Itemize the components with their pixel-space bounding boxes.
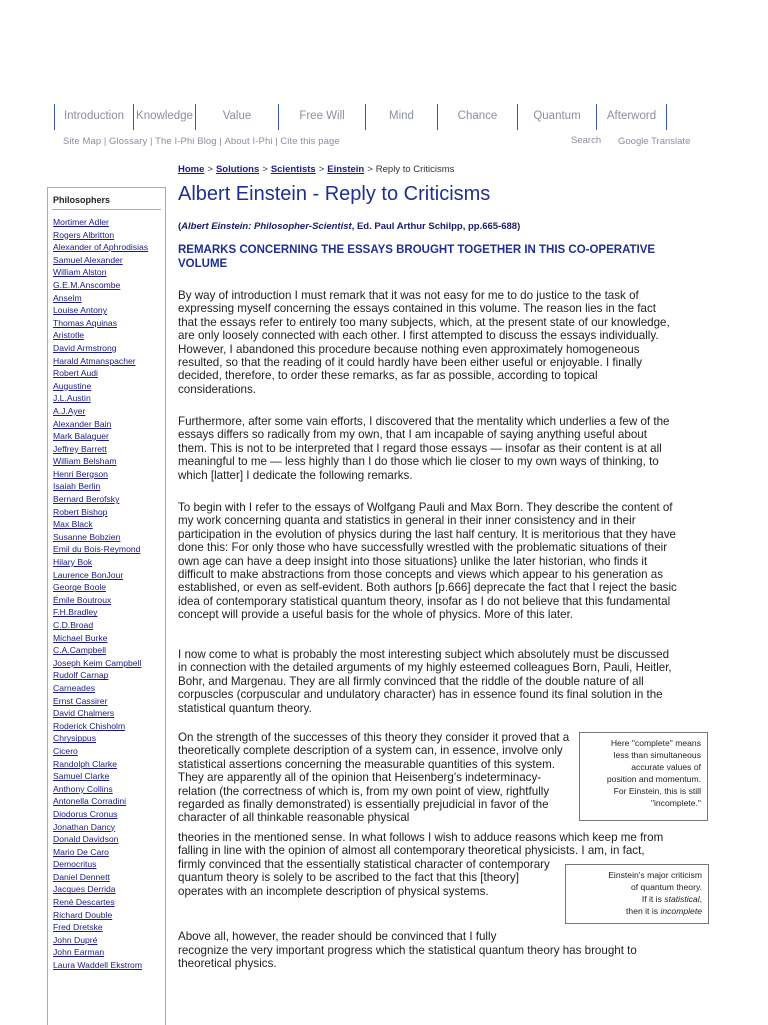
philosopher-link[interactable]: Randolph Clarke xyxy=(53,758,118,769)
philosopher-link[interactable]: Mortimer Adler xyxy=(53,217,109,227)
note-line: less than simultaneous xyxy=(613,750,701,760)
philosopher-link[interactable]: Daniel Dennett xyxy=(53,871,110,882)
nav-free-will[interactable]: Free Will xyxy=(278,104,365,130)
margin-note-complete xyxy=(579,732,708,821)
philosopher-list xyxy=(48,216,165,972)
sidebar-item xyxy=(53,808,165,821)
philosopher-link[interactable]: Aristotle xyxy=(53,330,85,341)
sidebar-item xyxy=(53,518,165,531)
philosopher-link[interactable]: A.J.Ayer xyxy=(53,405,86,416)
philosopher-link[interactable]: Robert Bishop xyxy=(53,506,108,517)
sidebar-item xyxy=(53,455,165,468)
search-link[interactable]: Search xyxy=(571,135,602,146)
sidebar-item xyxy=(53,304,165,317)
philosopher-link[interactable]: Carneades xyxy=(53,682,96,693)
philosopher-link[interactable]: Jonathan Dancy xyxy=(53,821,116,832)
breadcrumb-current: Reply to Criticisms xyxy=(375,164,455,175)
sidebar-item xyxy=(53,833,165,846)
blog-link[interactable]: The I-Phi Blog xyxy=(155,136,217,147)
paragraph-4: I now come to what is probably the most interesting subject which absolutely must be discussed in connection with the detailed arguments of my highly esteemed colleagues Born, Pauli, Heitler, Bohr, and Margenau. They are all firmly convinced that the riddle of the double nature of all corpuscles (corpuscular and undulatory character) has in essence found its final solution in the statistical quantum theory. xyxy=(178,648,672,715)
sidebar-item xyxy=(53,279,165,292)
paragraph-3: To begin with I refer to the essays of Wolfgang Pauli and Max Born. They describe the content of my work concerning quanta and statistics in general in their inner consistency and in their participation in the evolution of physics during the last half century. It is meritorious that they have done this: For only those who have successfully wrestled with the problematic situations of their own age can have a deep insight into those situations} unlike the later historian, who finds it difficult to make abstractions from those concepts and views which appear to his generation as established, or even as self-evident. Both authors [p.666] deprecate the fact that I reject the basic idea of contemporary statistical quantum theory, insofar as I do not believe that this fundamental concept will provide a useful basis for the whole of physics. More of this later. xyxy=(178,501,677,622)
note-line: of quantum theory. xyxy=(630,882,702,892)
sidebar-item xyxy=(53,342,165,355)
philosopher-link[interactable]: Louise Antony xyxy=(53,305,107,316)
philosopher-link[interactable]: G.E.M.Anscombe xyxy=(53,279,121,290)
sidebar-item xyxy=(53,405,165,418)
philosopher-link[interactable]: Joseph Keim Campbell xyxy=(53,657,142,668)
site-map-link[interactable]: Site Map xyxy=(63,136,102,147)
sidebar-item xyxy=(53,707,165,720)
paragraph-5-part-3: firmly convinced that the essentially statistical character of contemporary quantum theory is solely to be ascribed to the fact that this [theory] operates with an incomplete description of physical systems. xyxy=(178,858,550,898)
philosopher-link[interactable]: Roderick Chisholm xyxy=(53,720,126,731)
sidebar-item xyxy=(53,632,165,645)
philosopher-link[interactable]: Augustine xyxy=(53,380,92,391)
sidebar-divider xyxy=(52,209,161,210)
breadcrumb-einstein[interactable]: Einstein xyxy=(327,164,365,175)
nav-knowledge[interactable]: Knowledge xyxy=(133,104,195,130)
note-line: then it is incomplete xyxy=(626,906,702,916)
philosopher-link[interactable]: C.A.Campbell xyxy=(53,645,107,656)
sub-nav: Site Map | Glossary | The I-Phi Blog | About I-Phi | Cite this page xyxy=(63,136,340,147)
philosopher-link[interactable]: Chrysippus xyxy=(53,733,96,744)
philosopher-link[interactable]: Robert Audi xyxy=(53,368,98,379)
philosopher-link[interactable]: Jacques Derrida xyxy=(53,884,116,895)
nav-value[interactable]: Value xyxy=(195,104,278,130)
sidebar-item xyxy=(53,317,165,330)
philosopher-link[interactable]: Laurence BonJour xyxy=(53,569,124,580)
sidebar-item xyxy=(53,430,165,443)
sidebar-item xyxy=(53,367,165,380)
philosopher-link[interactable]: Susanne Bobzien xyxy=(53,531,121,542)
citation-open: ( xyxy=(178,221,182,232)
sidebar-item xyxy=(53,644,165,657)
philosopher-link[interactable]: George Boole xyxy=(53,582,107,593)
breadcrumb-home[interactable]: Home xyxy=(178,164,205,175)
philosopher-link[interactable]: Émile Boutroux xyxy=(53,594,112,605)
sidebar-item xyxy=(53,909,165,922)
nav-mind[interactable]: Mind xyxy=(365,104,437,130)
citation-work: Albert Einstein: Philosopher-Scientist xyxy=(181,221,352,232)
philosopher-link[interactable]: Diodorus Cronus xyxy=(53,808,118,819)
sidebar-title: Philosophers xyxy=(53,195,111,205)
paragraph-6-part-1: Above all, however, the reader should be convinced that I fully xyxy=(178,930,497,943)
philosopher-link[interactable]: C.D.Broad xyxy=(53,620,94,630)
sidebar-item xyxy=(53,783,165,796)
sidebar-item xyxy=(53,758,165,771)
about-link[interactable]: About I-Phi xyxy=(224,136,273,147)
philosopher-link[interactable]: Mario De Caro xyxy=(53,846,109,857)
sidebar-item xyxy=(53,695,165,708)
philosopher-link[interactable]: David Armstrong xyxy=(53,342,117,353)
note-line: "incomplete." xyxy=(650,798,701,808)
philosopher-link[interactable]: Ernst Cassirer xyxy=(53,695,108,706)
sidebar-item xyxy=(53,216,165,229)
citation-rest: , Ed. Paul Arthur Schilpp, pp.665-688) xyxy=(351,221,521,232)
note-line: If it is statistical, xyxy=(641,894,702,904)
sidebar-item xyxy=(53,682,165,695)
philosopher-link[interactable]: John Earman xyxy=(53,947,105,958)
paragraph-5-part-2: theories in the mentioned sense. In what follows I wish to adduce reasons which keep me from falling in line with the opinion of almost all contemporary theoretical physicists. I am, in fact, xyxy=(178,831,664,858)
sidebar-item xyxy=(53,732,165,745)
note-line: Here "complete" means xyxy=(610,738,701,748)
paragraph-6-part-2: recognize the very important progress which the statistical quantum theory has brought to theoretical physics. xyxy=(178,944,637,971)
philosopher-link[interactable]: John Dupré xyxy=(53,934,98,945)
philosopher-link[interactable]: Max Black xyxy=(53,519,93,530)
breadcrumb-scientists[interactable]: Scientists xyxy=(270,164,316,175)
sidebar-item xyxy=(53,858,165,871)
philosopher-link[interactable]: Samuel Clarke xyxy=(53,771,110,782)
sidebar-item xyxy=(53,594,165,607)
philosopher-link[interactable]: René Descartes xyxy=(53,897,115,908)
sidebar-item xyxy=(53,468,165,481)
sidebar-item xyxy=(53,846,165,859)
sidebar-item xyxy=(53,543,165,556)
sidebar-item xyxy=(53,871,165,884)
philosopher-link[interactable]: Fred Dretske xyxy=(53,922,103,933)
philosopher-link[interactable]: William Alston xyxy=(53,267,107,278)
top-nav xyxy=(54,104,667,130)
sidebar-item xyxy=(53,959,165,972)
philosopher-link[interactable]: Anthony Collins xyxy=(53,783,113,794)
sidebar-item xyxy=(53,380,165,393)
nav-afterword[interactable]: Afterword xyxy=(596,104,667,130)
note-line: Einstein's major criticism xyxy=(608,870,702,880)
margin-note-criticism xyxy=(565,864,709,924)
cite-link[interactable]: Cite this page xyxy=(280,136,340,147)
philosopher-link[interactable]: Isaiah Berlin xyxy=(53,481,101,492)
sidebar-item xyxy=(53,266,165,279)
philosopher-link[interactable]: Richard Double xyxy=(53,909,113,920)
sidebar-item xyxy=(53,493,165,506)
philosopher-link[interactable]: Anselm xyxy=(53,292,82,303)
note-line: position and momentum. xyxy=(606,774,701,784)
sidebar-item xyxy=(53,883,165,896)
sidebar-item xyxy=(53,355,165,368)
philosopher-link[interactable]: Rogers Albritton xyxy=(53,229,115,240)
sidebar-item xyxy=(53,569,165,582)
sidebar-item xyxy=(53,795,165,808)
sidebar-item xyxy=(53,581,165,594)
paragraph-5-part-1: On the strength of the successes of this theory they consider it proved that a theoretically complete description of a system can, in essence, involve only statistical assertions concerning the measurable quantities of this system. They are apparently all of the opinion that Heisenberg's indeterminacy-relation (the correctness of which is, from my own point of view, rightfully regarded as finally demonstrated) is essentially prejudicial in favor of the character of all thinkable reasonable physical xyxy=(178,731,570,825)
philosopher-link[interactable]: Jeffrey Barrett xyxy=(53,443,107,454)
philosopher-link[interactable]: Hilary Bok xyxy=(53,557,93,568)
note-line: For Einstein, this is still xyxy=(613,786,701,796)
nav-quantum[interactable]: Quantum xyxy=(517,104,596,130)
paragraph-1: By way of introduction I must remark that it was not easy for me to do justice to the task of expressing myself concerning the essays contained in this volume. The reason lies in the fact that the essays refer to entirely too many subjects, which, at the present state of our knowledge, are only loosely connected with each other. I first attempted to discuss the essays individually. However, I abandoned this procedure because nothing even approximately homogeneous resulted, so that the reading of it could hardly have been either useful or enjoyable. I finally decided, therefore, to order these remarks, as far as possible, according to topical considerations. xyxy=(178,289,670,396)
paragraph-2: Furthermore, after some vain efforts, I discovered that the mentality which underlies a few of the essays differs so radically from my own, that I am incapable of saying anything useful about them. This is not to be interpreted that I regard those essays — insofar as their content is at all meaningful to me — less highly than I do those which lie closer to my own ways of thinking, to which [latter] I dedicate the following remarks. xyxy=(178,415,670,482)
sidebar-item xyxy=(53,946,165,959)
sidebar-item xyxy=(53,745,165,758)
philosopher-link[interactable]: Laura Waddell Ekstrom xyxy=(53,960,142,971)
note-line: accurate values of xyxy=(631,762,701,772)
sidebar-item xyxy=(53,329,165,342)
philosopher-link[interactable]: Michael Burke xyxy=(53,632,108,643)
philosopher-link[interactable]: Emil du Bois-Reymond xyxy=(53,544,141,555)
sidebar-item xyxy=(53,934,165,947)
philosopher-link[interactable]: F.H.Bradley xyxy=(53,607,98,618)
sidebar-item xyxy=(53,392,165,405)
google-translate-link[interactable]: Google Translate xyxy=(618,136,691,147)
sidebar-item xyxy=(53,770,165,783)
philosopher-link[interactable]: Samuel Alexander xyxy=(53,254,123,265)
philosopher-link[interactable]: Harald Atmanspacher xyxy=(53,355,136,366)
page-title: Albert Einstein - Reply to Criticisms xyxy=(178,183,491,205)
philosopher-link[interactable]: Alexander of Aphrodisias xyxy=(53,242,149,253)
sidebar-item xyxy=(53,506,165,519)
nav-chance[interactable]: Chance xyxy=(437,104,517,130)
sidebar-item xyxy=(53,921,165,934)
sidebar-item xyxy=(53,418,165,431)
glossary-link[interactable]: Glossary xyxy=(109,136,148,147)
sidebar-item xyxy=(53,821,165,834)
philosopher-link[interactable]: Democritus xyxy=(53,859,97,870)
philosophers-sidebar xyxy=(47,187,166,1025)
sidebar-item xyxy=(53,229,165,242)
sidebar-item xyxy=(53,556,165,569)
philosopher-link[interactable]: Thomas Aquinas xyxy=(53,317,118,328)
citation xyxy=(178,221,520,232)
sidebar-item xyxy=(53,241,165,254)
sidebar-item xyxy=(53,292,165,305)
philosopher-link[interactable]: J.L.Austin xyxy=(53,393,91,404)
nav-introduction[interactable]: Introduction xyxy=(54,104,133,130)
philosopher-link[interactable]: Antonella Corradini xyxy=(53,796,127,807)
breadcrumb-solutions[interactable]: Solutions xyxy=(215,164,260,175)
section-heading: REMARKS CONCERNING THE ESSAYS BROUGHT TOGETHER IN THIS CO-OPERATIVE VOLUME xyxy=(178,244,656,270)
sidebar-item xyxy=(53,443,165,456)
philosopher-link[interactable]: Rudolf Carnap xyxy=(53,670,109,681)
sidebar-item xyxy=(53,657,165,670)
sidebar-item xyxy=(53,606,165,619)
sidebar-item xyxy=(53,720,165,733)
philosopher-link[interactable]: Alexander Bain xyxy=(53,418,112,429)
sidebar-item xyxy=(53,669,165,682)
breadcrumb: Home > Solutions > Scientists > Einstein > Reply to Criticisms xyxy=(178,164,455,175)
philosopher-link[interactable]: Donald Davidson xyxy=(53,834,119,845)
sidebar-item xyxy=(53,254,165,267)
philosopher-link[interactable]: Mark Balaguer xyxy=(53,431,109,442)
philosopher-link[interactable]: Henri Bergson xyxy=(53,468,108,479)
philosopher-link[interactable]: Cicero xyxy=(53,745,78,756)
philosopher-link[interactable]: Bernard Berofsky xyxy=(53,494,120,505)
sidebar-item xyxy=(53,531,165,544)
sidebar-item xyxy=(53,480,165,493)
sidebar-item xyxy=(53,619,165,632)
sidebar-item xyxy=(53,896,165,909)
philosopher-link[interactable]: David Chalmers xyxy=(53,708,115,719)
philosopher-link[interactable]: William Belsham xyxy=(53,456,117,467)
